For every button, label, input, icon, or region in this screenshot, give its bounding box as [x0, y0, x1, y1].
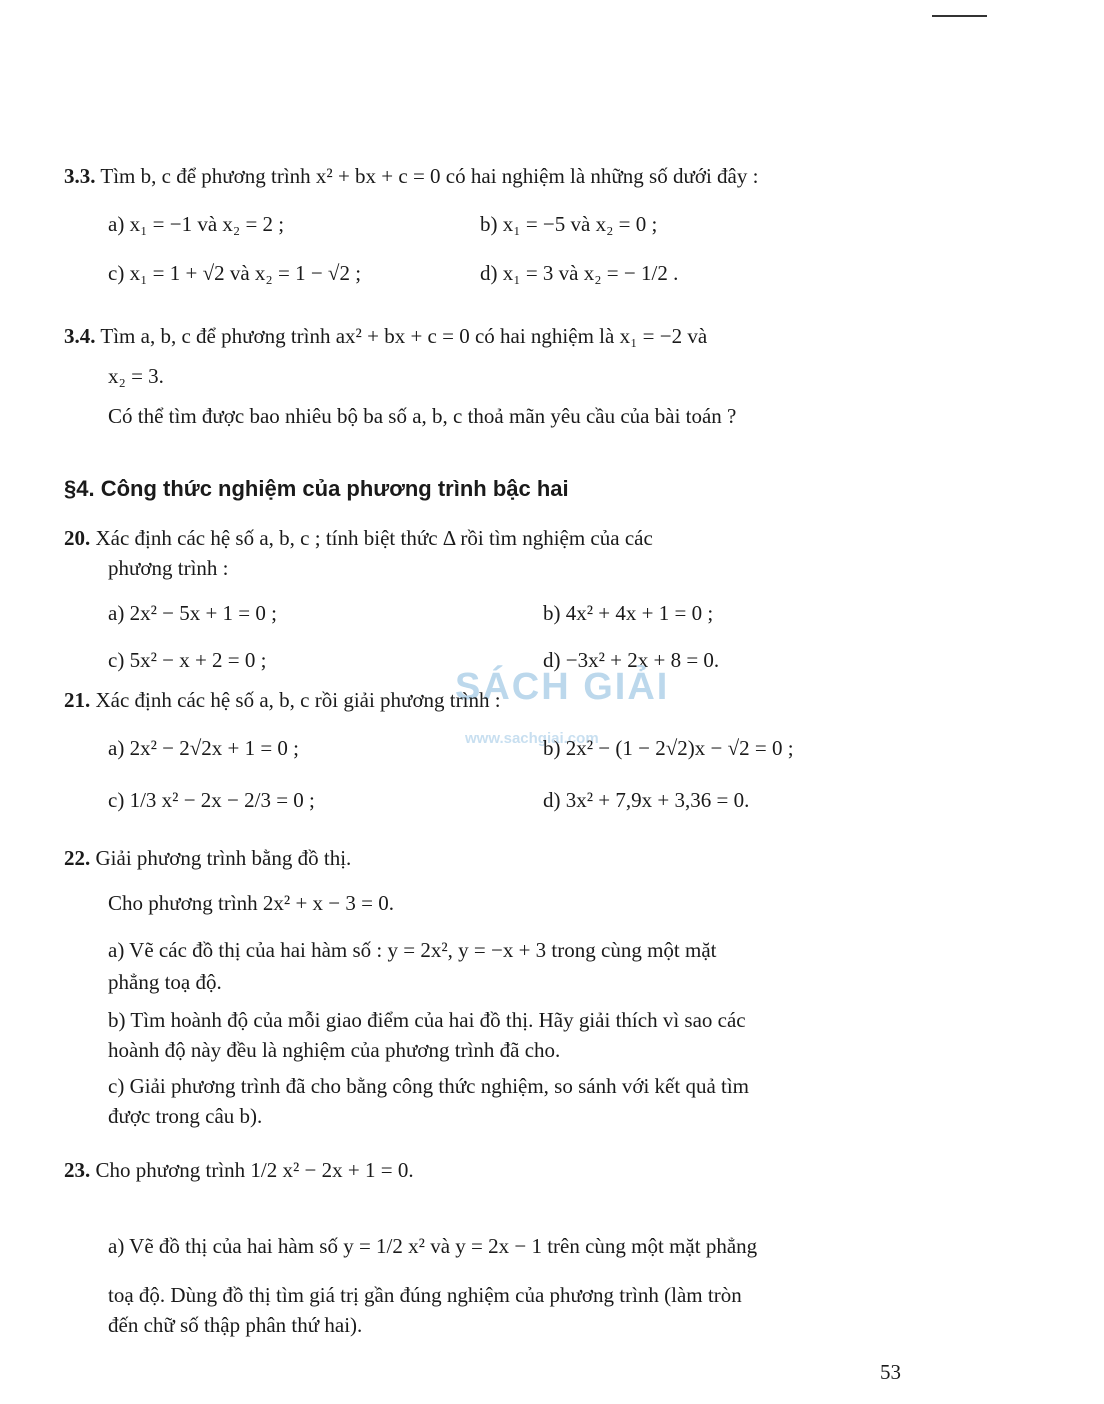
problem-20-line2: phương trình :	[108, 556, 229, 580]
item-3-3-c: c) x₁ = 1 + √2 và x₂ = 1 − √2 ;	[108, 261, 362, 285]
problem-text: Xác định các hệ số a, b, c rồi giải phương trình :	[95, 688, 501, 712]
item-3-3-b: b) x₁ = −5 và x₂ = 0 ;	[480, 212, 658, 236]
item-22-c-line2: được trong câu b).	[108, 1104, 263, 1128]
problem-text: Xác định các hệ số a, b, c ; tính biệt thức Δ rồi tìm nghiệm của các	[95, 526, 653, 550]
item-23-a-line3: đến chữ số thập phân thứ hai).	[108, 1313, 363, 1337]
item-20-c: c) 5x² − x + 2 = 0 ;	[108, 648, 267, 672]
item-21-a: a) 2x² − 2√2x + 1 = 0 ;	[108, 736, 299, 760]
item-22-c-line1: c) Giải phương trình đã cho bằng công thức nghiệm, so sánh với kết quả tìm	[108, 1074, 750, 1098]
item-21-d: d) 3x² + 7,9x + 3,36 = 0.	[543, 788, 750, 812]
item-22-a-line1: a) Vẽ các đồ thị của hai hàm số : y = 2x², y = −x + 3 trong cùng một mặt	[108, 938, 717, 962]
item-23-a-line2: toạ độ. Dùng đồ thị tìm giá trị gần đúng nghiệm của phương trình (làm tròn	[108, 1283, 742, 1307]
problem-text: Giải phương trình bằng đồ thị.	[95, 846, 352, 870]
problem-number: 23.	[64, 1158, 91, 1182]
problem-22	[64, 848, 351, 869]
problem-3-4-line3: Có thể tìm được bao nhiêu bộ ba số a, b, c thoả mãn yêu cầu của bài toán ?	[108, 404, 737, 428]
problem-number: 20.	[64, 526, 91, 550]
item-22-b-line1: b) Tìm hoành độ của mỗi giao điểm của hai đồ thị. Hãy giải thích vì sao các	[108, 1008, 746, 1032]
top-rule	[932, 15, 987, 17]
item-21-c: c) 1/3 x² − 2x − 2/3 = 0 ;	[108, 788, 315, 812]
problem-22-given: Cho phương trình 2x² + x − 3 = 0.	[108, 891, 394, 915]
item-21-b: b) 2x² − (1 − 2√2)x − √2 = 0 ;	[543, 736, 794, 760]
problem-number: 21.	[64, 688, 91, 712]
page-number: 53	[880, 1360, 901, 1384]
problem-text: Tìm b, c để phương trình x² + bx + c = 0 có hai nghiệm là những số dưới đây :	[100, 164, 759, 188]
item-22-b-line2: hoành độ này đều là nghiệm của phương trình đã cho.	[108, 1038, 561, 1062]
item-22-a-line2: phẳng toạ độ.	[108, 970, 222, 994]
item-20-b: b) 4x² + 4x + 1 = 0 ;	[543, 601, 714, 625]
problem-number: 22.	[64, 846, 91, 870]
watermark-url: www.sachgiai.com	[465, 730, 599, 747]
item-23-a-line1: a) Vẽ đồ thị của hai hàm số y = 1/2 x² và y = 2x − 1 trên cùng một mặt phẳng	[108, 1234, 758, 1258]
watermark-logo: SÁCH GIẢI	[455, 666, 670, 708]
item-20-d: d) −3x² + 2x + 8 = 0.	[543, 648, 720, 672]
problem-3-4	[64, 326, 707, 347]
problem-3-3	[64, 166, 758, 187]
problem-text: Cho phương trình 1/2 x² − 2x + 1 = 0.	[95, 1158, 414, 1182]
section-heading: §4. Công thức nghiệm của phương trình bậc hai	[64, 476, 569, 501]
problem-20	[64, 528, 653, 549]
item-3-3-a: a) x₁ = −1 và x₂ = 2 ;	[108, 212, 285, 236]
problem-21	[64, 690, 501, 711]
problem-text: Tìm a, b, c để phương trình ax² + bx + c = 0 có hai nghiệm là x₁ = −2 và	[100, 324, 708, 348]
problem-23	[64, 1160, 414, 1181]
item-3-3-d: d) x₁ = 3 và x₂ = − 1/2 .	[480, 261, 679, 285]
problem-number: 3.3.	[64, 164, 96, 188]
problem-number: 3.4.	[64, 324, 96, 348]
problem-3-4-line2: x₂ = 3.	[108, 364, 164, 388]
item-20-a: a) 2x² − 5x + 1 = 0 ;	[108, 601, 277, 625]
